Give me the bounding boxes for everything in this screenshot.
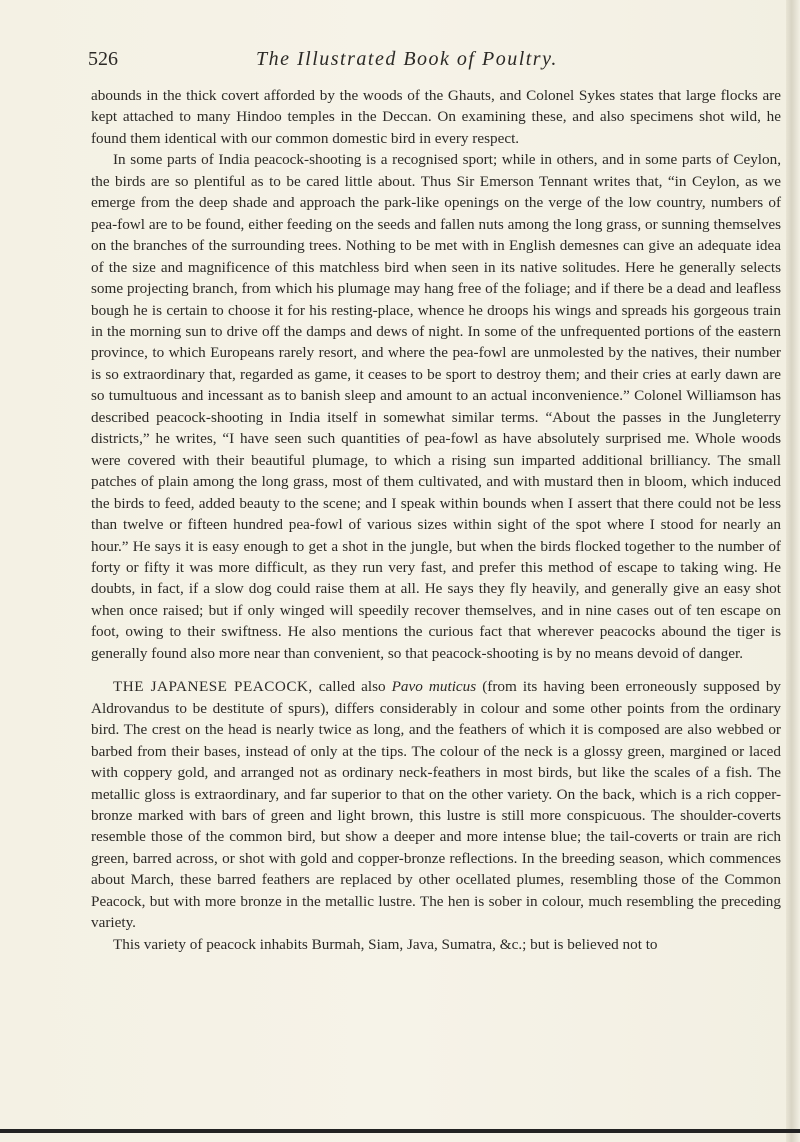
paragraph: This variety of peacock inhabits Burmah, Siam, Java, Sumatra, &c.; but is believed not to (113, 935, 658, 953)
page-header (88, 48, 778, 78)
paragraph-text: (from its having been erroneously supposed by Aldrovandus to be destitute of spurs), differs considerably in colour and some other points from the ordinary bird. The crest on the head is nearly twice as long, and the feathers of which it is composed are also webbed or barbed from their bases, instead of only at the tips. The colour of the neck is a glossy green, margined or laced with coppery gold, and arranged not as ordinary neck-feathers in most birds, but like the scales of a fish. The metallic gloss is extraordinary, and far superior to that on the other variety. On the back, which is a rich copper-bronze marked with bars of green and light brown, this lustre is still more conspicuous. The shoulder-coverts resemble those of the common bird, but show a deeper and more intense blue; the tail-coverts or train are rich green, barred across, or shot with gold and copper-bronze reflections. In the breeding season, which commences about March, these barred feathers are replaced by other ocellated plumes, resembling those of the Common Peacock, but with more bronze in the metallic lustre. The hen is sober in colour, much resembling the preceding variety. (91, 678, 782, 932)
species-name: Pavo muticus (391, 678, 477, 696)
paragraph: In some parts of India peacock-shooting is a recognised sport; while in others, and in some parts of Ceylon, the birds are so plentiful as to be cared little about. Thus Sir Emerson Tennant writes that, “in Ceylon, as we emerge from the deep shade and approach the park-like openings on the verge of the low country, numbers of pea-fowl are to be found, either feeding on the seeds and fallen nuts among the long grass, or sunning themselves on the branches of the surrounding trees. Nothing to be met with in English demesnes can give an adequate idea of the size and magnificence of this matchless bird when seen in its native solitudes. Here he generally selects some projecting branch, from which his plumage may hang free of the foliage; and if there be a dead and leafless bough he is certain to choose it for his resting-place, whence he droops his wings and spreads his gorgeous train in the morning sun to drive off the damps and dews of night. In some of the unfrequented portions of the eastern province, to which Europeans rarely resort, and where the pea-fowl are unmolested by the natives, their number is so extraordinary that, regarded as game, it ceases to be sport to destroy them; and their cries at early dawn are so tumultuous and incessant as to banish sleep and amount to an actual inconvenience.” Colonel Williamson has described peacock-shooting in India itself in somewhat similar terms. “About the passes in the Jungleterry districts,” he writes, “I have seen such quantities of pea-fowl as have absolutely surprised me. Whole woods were covered with their beautiful plumage, to which a rising sun imparted additional brilliancy. The small patches of plain among the long grass, most of them cultivated, and with mustard then in bloom, which induced the birds to feed, added beauty to the scene; and I speak within bounds when I assert that there could not be less than twelve or fifteen hundred pea-fowl of various sizes within sight of the spot where I stood for nearly an hour.” He says it is easy enough to get a shot in the jungle, but when the birds flocked together to the number of forty or fifty it was more difficult, as they run very fast, and prefer this method of escape to taking wing. He doubts, in fact, if a slow dog could raise them at all. He says they fly heavily, and generally give an easy shot when once raised; but if only winged will speedily recover themselves, and in nine cases out of ten escape on foot, owing to their swiftness. He also mentions the curious fact that wherever peacocks abound the tiger is generally found also more near than convenient, so that peacock-shooting is by no means devoid of danger. (91, 151, 781, 662)
running-title: The Illustrated Book of Poultry. (256, 48, 558, 70)
page-number: 526 (88, 48, 118, 70)
page-edge (786, 0, 800, 1142)
body-text (91, 85, 781, 955)
bottom-border (0, 1129, 800, 1133)
section-paragraph (91, 676, 781, 933)
paragraph-text: called also (312, 678, 392, 696)
paragraph: abounds in the thick covert afforded by the woods of the Ghauts, and Colonel Sykes states that large flocks are kept attached to many Hindoo temples in the Deccan. On examining these, and also specimens shot wild, he found them identical with our common domestic bird in every respect. (91, 87, 781, 147)
section-heading: THE JAPANESE PEACOCK, (113, 678, 313, 696)
